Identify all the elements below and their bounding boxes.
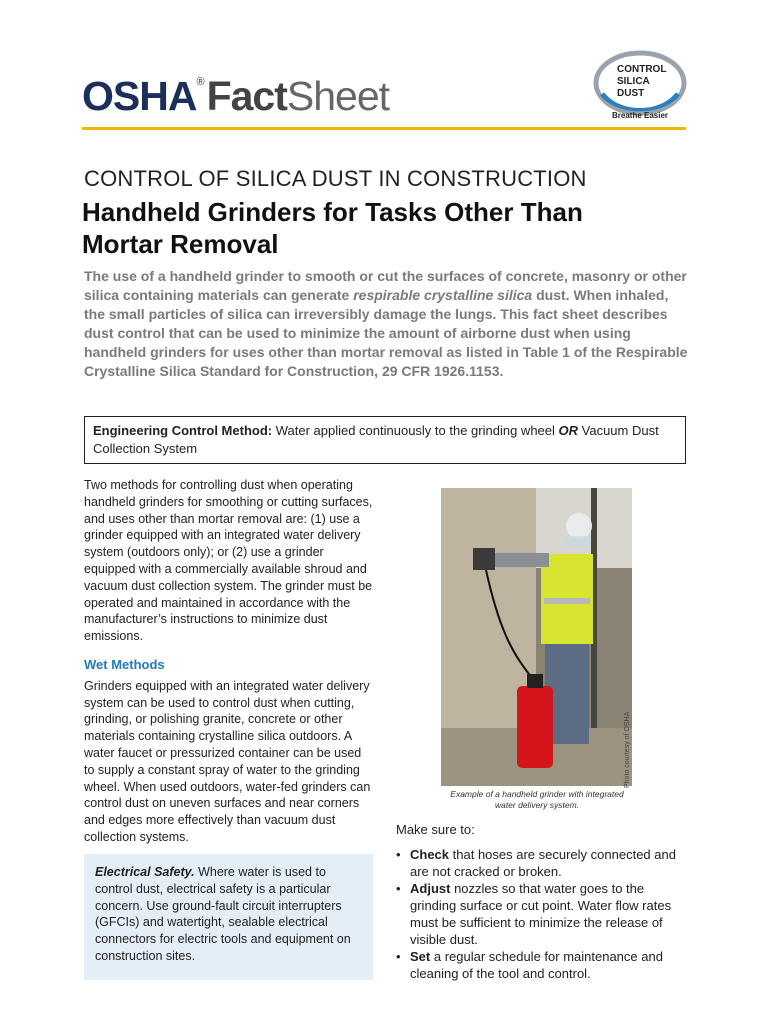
engineering-text1: Water applied continuously to the grinding wheel <box>272 423 559 438</box>
engineering-or: OR <box>558 423 579 438</box>
wet-methods-heading: Wet Methods <box>84 656 165 672</box>
checklist-item-text: a regular schedule for maintenance and cleaning of the tool and control. <box>410 949 663 981</box>
checklist-item <box>396 948 688 982</box>
tank-pump <box>527 674 543 688</box>
logo-sheet-text: Sheet <box>286 73 390 119</box>
header-divider <box>82 127 686 130</box>
control-silica-dust-badge <box>592 50 688 120</box>
worker-arm <box>491 553 549 567</box>
title-line-2: Mortar Removal <box>82 229 279 259</box>
intro-emphasis: respirable crystalline silica <box>353 287 533 303</box>
title-line-1: Handheld Grinders for Tasks Other Than <box>82 197 583 227</box>
checklist-item-verb: Adjust <box>410 881 451 896</box>
badge-line2: SILICA <box>617 76 650 87</box>
make-sure-heading: Make sure to: <box>396 822 475 837</box>
intro-paragraph <box>84 267 688 381</box>
checklist-item <box>396 880 688 948</box>
checklist <box>396 846 688 982</box>
photo-credit: Photo courtesy of OSHA <box>624 711 631 788</box>
grinder-tool <box>473 548 495 570</box>
engineering-label: Engineering Control Method: <box>93 423 273 438</box>
engineering-text2: Vacuum Dust Collection System <box>93 423 659 456</box>
osha-factsheet-logo <box>82 72 389 120</box>
checklist-item-text: that hoses are securely connected and are not cracked or broken. <box>410 847 676 879</box>
intro-part1: The use of a handheld grinder to smooth or cut the surfaces of concrete, masonry or other silica containing materials can generate <box>84 268 687 303</box>
methods-paragraph: Two methods for controlling dust when operating handheld grinders for smoothing or cutting surfaces, and uses other than mortar removal are: (1) use a grinder equipped with an integrated water delivery system (outdoors only); or (2) use a grinder equipped with a commercially available shroud and vacuum dust collection system. The grinder must be operated and maintained in accordance with the manufacturer’s instructions to minimize dust emissions. <box>84 478 373 644</box>
badge-line1: CONTROL <box>617 64 667 75</box>
pressurized-water-tank <box>517 686 553 768</box>
checklist-item-text: nozzles so that water goes to the grinding surface or cut point. Water flow rates must be sufficient to minimize the release of visible dust. <box>410 881 672 947</box>
face-shield <box>565 536 591 548</box>
badge-line3: DUST <box>617 88 645 99</box>
electrical-safety-callout <box>84 854 373 980</box>
kicker-heading: CONTROL OF SILICA DUST IN CONSTRUCTION <box>84 166 587 191</box>
badge-tagline: Breathe Easier <box>611 111 669 120</box>
electrical-safety-label: Electrical Safety. <box>95 865 195 879</box>
logo-osha-text: OSHA <box>82 73 197 119</box>
checklist-item <box>396 846 688 880</box>
wet-methods-paragraph: Grinders equipped with an integrated water delivery system can be used to control dust when cutting, grinding, or polishing granite, concrete or other materials containing crystalline silica outdoors. A water faucet or pressurized container can be used to supply a constant spray of water to the grinding wheel. When used outdoors, water-fed grinders can control dust on uneven surfaces and near corners and edges more effectively than vacuum dust collection systems. <box>84 678 371 844</box>
engineering-control-box <box>84 416 686 464</box>
intro-part2: dust. When inhaled, the small particles of silica can irreversibly damage the lungs. This fact sheet describes dust control that can be used to minimize the amount of airborne dust when using handheld grinders for uses other than mortar removal as listed in Table 1 of the Respirable Crystalline Silica Standard for Construction, 29 CFR 1926.1153. <box>84 287 688 379</box>
logo-registered-mark: ® <box>196 76 205 88</box>
checklist-item-verb: Set <box>410 949 431 964</box>
left-column <box>84 477 374 846</box>
photo-caption: Example of a handheld grinder with integrated water delivery system. <box>450 789 624 810</box>
logo-fact-text: Fact <box>206 73 287 119</box>
vest-reflective-stripe <box>544 598 590 604</box>
checklist-item-verb: Check <box>410 847 450 862</box>
worker-grinding-photo <box>441 488 632 786</box>
electrical-safety-text: Where water is used to control dust, electrical safety is a particular concern. Use ground-fault circuit interrupters (GFCIs) and watertight, sealable electrical connectors for electric tools and equipment on construction sites. <box>95 865 351 963</box>
hard-hat <box>566 513 592 539</box>
